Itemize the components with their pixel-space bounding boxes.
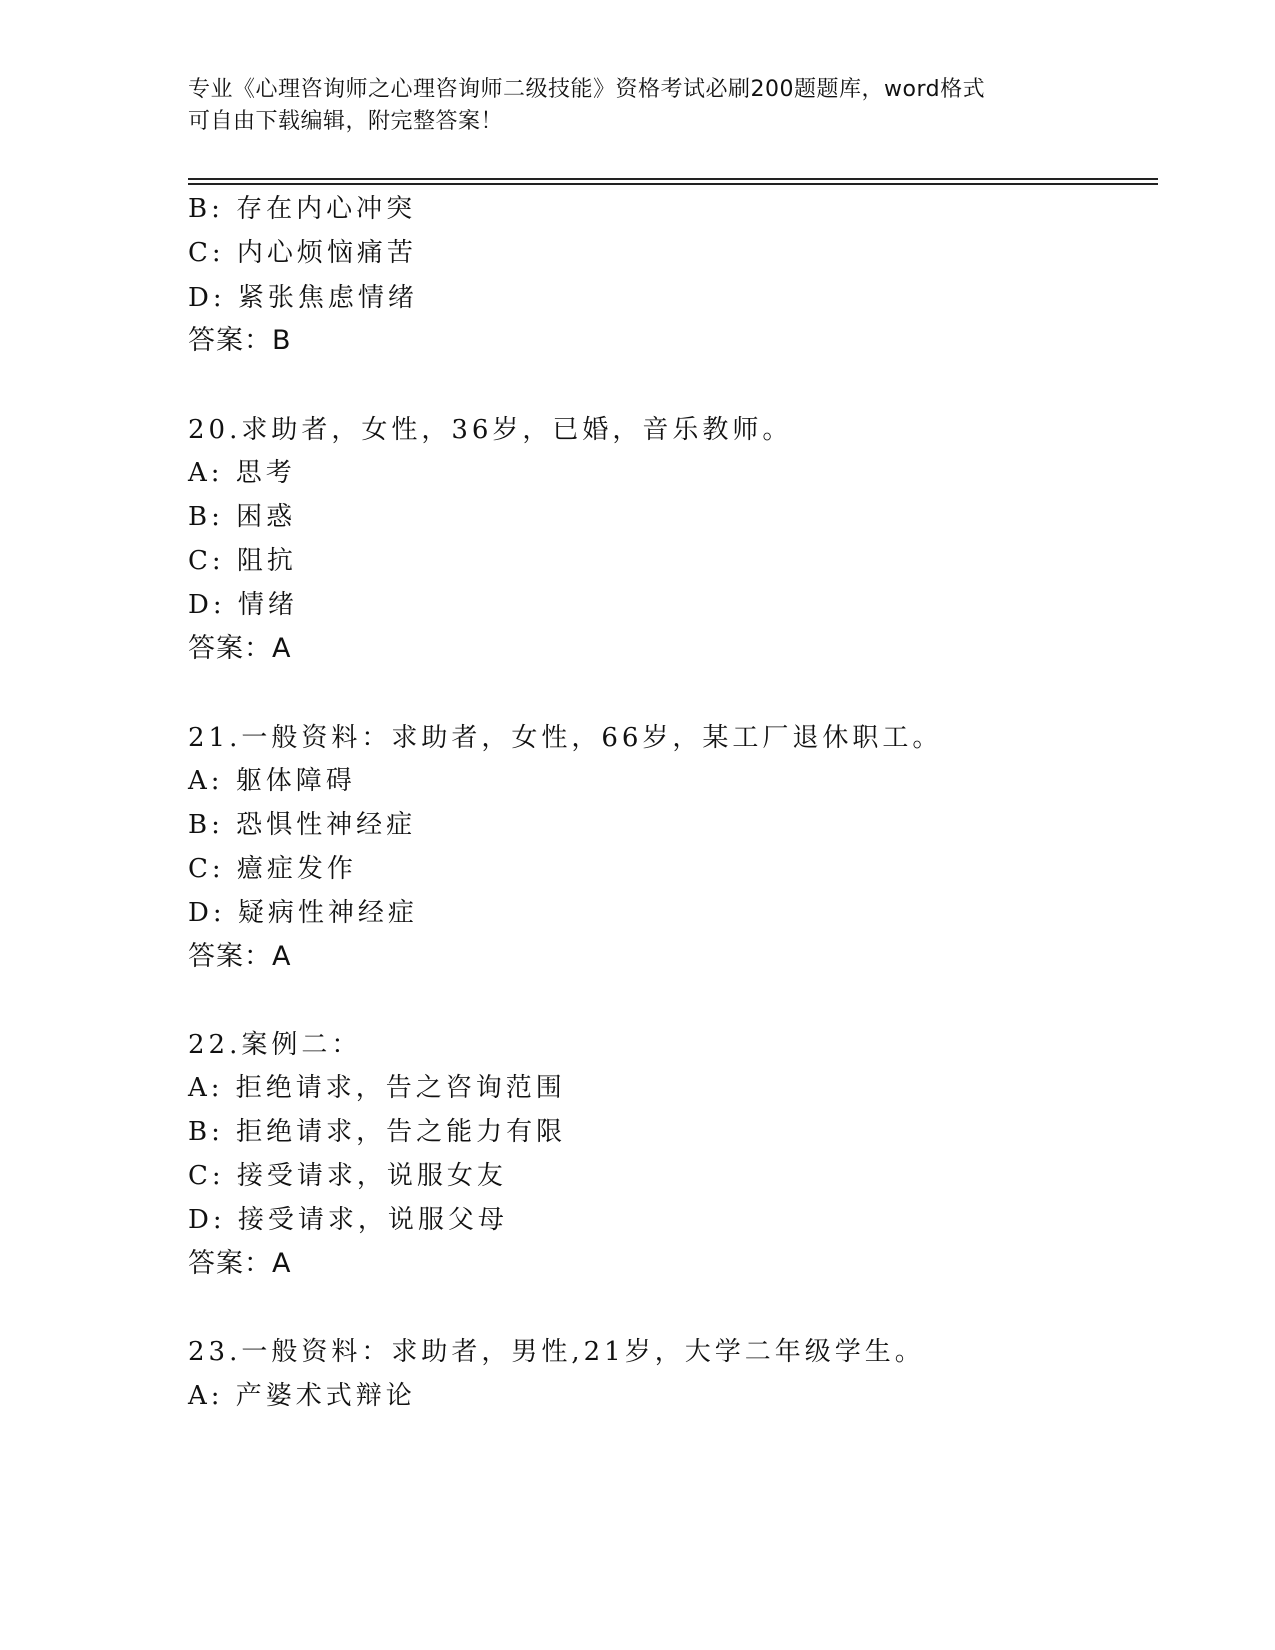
question-22-answer: 答案：A [188, 1248, 292, 1279]
question-21-stem: 21.一般资料：求助者，女性，66岁，某工厂退休职工。 [188, 723, 943, 753]
question-20-option-d: D: 情绪 [188, 590, 298, 620]
question-22-option-d: D: 接受请求，说服父母 [188, 1205, 508, 1235]
question-23-stem: 23.一般资料：求助者，男性,21岁，大学二年级学生。 [188, 1337, 925, 1367]
question-21-answer: 答案：A [188, 941, 292, 972]
question-23-option-a: A: 产婆术式辩论 [188, 1381, 416, 1411]
document-header [188, 74, 1088, 138]
header-line-2: 可自由下载编辑，附完整答案！ [188, 109, 504, 134]
question-20-stem: 20.求助者，女性，36岁，已婚，音乐教师。 [188, 415, 793, 445]
option-c: C: 内心烦恼痛苦 [188, 238, 417, 268]
option-d: D: 紧张焦虑情绪 [188, 283, 418, 313]
question-21-option-c: C: 癔症发作 [188, 854, 357, 884]
question-22-option-c: C: 接受请求，说服女友 [188, 1161, 507, 1191]
question-20-option-c: C: 阻抗 [188, 546, 297, 576]
question-20-answer: 答案：A [188, 633, 292, 664]
header-line-1: 专业《心理咨询师之心理咨询师二级技能》资格考试必刷200题题库，word格式 [188, 77, 986, 102]
question-20-option-a: A: 思考 [188, 458, 296, 488]
question-21-option-b: B: 恐惧性神经症 [188, 810, 417, 840]
question-21-option-d: D: 疑病性神经症 [188, 898, 418, 928]
option-b: B: 存在内心冲突 [188, 194, 417, 224]
question-22-stem: 22.案例二： [188, 1030, 362, 1060]
header-divider-top [188, 178, 1158, 180]
question-21-option-a: A: 躯体障碍 [188, 766, 356, 796]
question-20-option-b: B: 困惑 [188, 502, 297, 532]
header-divider-bottom [188, 183, 1158, 185]
question-22-option-a: A: 拒绝请求，告之咨询范围 [188, 1073, 566, 1103]
answer-line: 答案：B [188, 325, 292, 356]
question-22-option-b: B: 拒绝请求，告之能力有限 [188, 1117, 567, 1147]
